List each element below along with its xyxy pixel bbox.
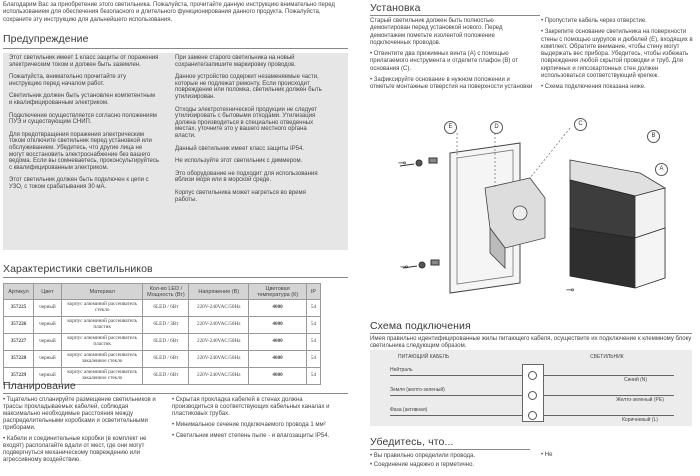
wire-earth-left	[390, 395, 522, 396]
table-row	[4, 317, 321, 334]
column-header: Напряжение (В)	[189, 284, 249, 300]
callout-e: E	[444, 121, 457, 134]
wire-label-neutral: Нейтраль	[390, 367, 413, 373]
warning-title: Предупреждение	[3, 33, 89, 45]
warning-paragraph: Этот светильник должен быть подключен к цепи с УЗО, с током срабатывания 30 мА.	[9, 177, 149, 190]
cell-color: черный	[33, 317, 61, 334]
wire-earth-right	[544, 395, 674, 396]
divider	[3, 393, 348, 394]
table-header-row	[4, 284, 321, 300]
cell-power: 6LED / 6Вт	[143, 351, 189, 368]
warning-paragraph: Данное устройство содержит незаменяемые части, которые не подлежат ремонту. Если происходит повреждение или поломка, светильник должен быть утилизирован.	[175, 74, 322, 100]
wire-phase-right	[544, 415, 674, 416]
warning-paragraph: Корпус светильника может нагреться во время работы.	[175, 189, 306, 203]
table-row	[4, 351, 321, 368]
cell-article: 357229	[4, 368, 34, 385]
cell-article: 357225	[4, 300, 34, 317]
install-step: • Закрепите основание светильника на поверхности стены с помощью шурупов и дюбелей (Е), входящих в комплект. Обратите внимание, чтобы стену могут выдержать вес прибора. Убедитесь, чтобы избежать повреждения любой скрытой проводки и труб. Для кирпичных и гипсокартонных стен должен использоваться соответствующий крепеж.	[541, 29, 693, 80]
cable-hole	[513, 206, 527, 220]
cell-temperature: 4000	[249, 334, 307, 351]
cell-color: черный	[33, 351, 61, 368]
divider	[370, 15, 540, 16]
cell-voltage: 220V-240VAC/50Hz	[189, 300, 249, 317]
wire-phase-left	[390, 415, 522, 416]
check-title: Убедитесь, что...	[370, 436, 454, 448]
check-item: • Соединение надежно и герметично.	[370, 462, 475, 468]
planning-item: • Минимальное сечение подключаемого провода 1 мм²	[172, 422, 326, 428]
wire-neutral-left	[390, 375, 522, 376]
wire-label-phase: Фаза (активная)	[390, 407, 428, 413]
specs-table	[3, 283, 321, 385]
intro-text: Благодарим Вас за приобретение этого светильника. Пожалуйста, прочитайте данную инструкцию внимательно перед использованием для обеспечения безопасного и длительного функционирования данного продукта. Пожалуйста, сохраните эту инструкцию для дальнейшего использования.	[3, 2, 335, 23]
install-right-column	[541, 18, 699, 96]
install-step: • Зафиксируйте основание в нужном положении и отметьте монтажные отверстия на поверхности установки	[370, 77, 533, 91]
install-step: • Отвинтите два прижимных винта (А) с помощью прилагаемого инструмента и отделите плафон (В) от основания (С).	[370, 51, 519, 72]
cell-color: черный	[33, 334, 61, 351]
cell-ip: 54	[306, 351, 320, 368]
cell-temperature: 4000	[249, 300, 307, 317]
wiring-diagram	[370, 350, 692, 426]
cell-ip: 54	[306, 368, 320, 385]
cell-voltage: 220V-240VAC/50Hz	[189, 351, 249, 368]
warning-paragraph: При замене старого светильника на новый сохраните/запишите маркировку проводов.	[175, 55, 296, 68]
install-step: Старый светильник должен быть полностью демонтирован перед установкой нового. Перед демонтажем пометьте изолентой положение подключенных проводов.	[370, 18, 503, 46]
terminal-n	[528, 371, 537, 380]
callout-c: C	[574, 118, 587, 131]
wire-neutral-right	[544, 375, 674, 376]
wire-label-blue: Синий (N)	[624, 377, 648, 383]
planning-right-column	[172, 397, 337, 444]
cell-material: корпус алюминий рассеиватель закаленное стекло	[61, 368, 143, 385]
cell-voltage: 220V-240VAC/50Hz	[189, 317, 249, 334]
cell-voltage: 220V-240VAC/50Hz	[189, 334, 249, 351]
install-step: • Пропустите кабель через отверстие.	[541, 18, 647, 24]
cell-ip: 54	[306, 300, 320, 317]
warning-paragraph: Этот светильник имеет 1 класс защиты от поражения электрическим током и должен быть заземлен.	[9, 55, 159, 68]
cell-power: 6LED / 6Вт	[143, 368, 189, 385]
wire-label-earth: Земля (желто-зеленый)	[390, 387, 445, 393]
divider	[3, 48, 348, 49]
warning-paragraph: Данный светильник имеет класс защиты IP54.	[175, 145, 304, 152]
check-item: • Вы правильно определили провода.	[370, 453, 476, 459]
install-title: Установка	[370, 2, 421, 14]
wiring-description: Имея правильно идентифицированные жилы питающего кабеля, осуществите их подключение к клеммному блоку светильника следующим образом.	[370, 336, 692, 350]
cell-power: 6LED / 6Вт	[143, 334, 189, 351]
callout-b: B	[647, 130, 660, 143]
cell-article: 357226	[4, 317, 34, 334]
table-row	[4, 334, 321, 351]
screws-left	[400, 158, 439, 268]
installation-diagram	[395, 118, 695, 308]
cell-material: корпус алюминий рассеиватель пластик	[61, 334, 143, 351]
supply-cable-header: ПИТАЮЩИЙ КАБЕЛЬ	[398, 354, 450, 360]
cell-color: черный	[33, 368, 61, 385]
wire-label-brown: Коричневый (L)	[622, 417, 658, 423]
warning-paragraph: Светильник должен быть установлен компетентным и квалифицированным электриком.	[9, 93, 155, 106]
planning-item: • Светильник имеет степень пыле - и влагозащиты IP54.	[172, 433, 330, 439]
planning-item: • Скрытая прокладка кабелей в стенах должна производиться в соответствующих кабельных каналах и пластиковых трубах.	[172, 397, 330, 417]
check-list	[370, 452, 535, 470]
column-header: Цвет	[33, 284, 61, 300]
column-header: Артикул	[4, 284, 34, 300]
warning-left-column	[9, 55, 159, 197]
column-header: Материал	[61, 284, 143, 300]
cell-power: 6LED / 6Вт	[143, 300, 189, 317]
warning-box	[3, 53, 348, 250]
callout-d: D	[490, 121, 503, 134]
install-step: • Схема подключения показана ниже.	[541, 84, 646, 91]
cell-article: 357227	[4, 334, 34, 351]
cell-ip: 54	[306, 317, 320, 334]
warning-paragraph: Это оборудование не подходит для использования вблизи моря или в морской среде.	[175, 170, 318, 184]
warning-right-column	[175, 55, 325, 209]
wire-label-yellow-green: Желто-зеленый (PE)	[616, 397, 664, 403]
install-left-column	[370, 18, 533, 96]
warning-paragraph: Отходы электротехнической продукции не следует утилизировать с бытовыми отходами. Утилизация должна производиться в специально отведенных местах, уточните это у вашего местного органа власти.	[175, 106, 317, 139]
column-header: IP	[306, 284, 320, 300]
cell-voltage: 220V-240VAC/50Hz	[189, 368, 249, 385]
table-row	[4, 300, 321, 317]
cell-temperature: 4000	[249, 351, 307, 368]
shade-body-side	[635, 228, 665, 288]
wiring-title: Схема подключения	[370, 320, 471, 332]
warning-paragraph: Не используйте этот светильник с диммером.	[175, 158, 303, 165]
cell-temperature: 4000	[249, 368, 307, 385]
divider	[370, 333, 692, 334]
specs-title: Характеристики светильников	[3, 263, 153, 275]
callout-a: A	[655, 163, 668, 176]
divider	[370, 449, 530, 450]
warning-paragraph: Пожалуйста, внимательно прочитайте эту инструкцию перед началом работ.	[9, 74, 127, 87]
screw-icon: ⊸	[398, 158, 407, 169]
screw-icon: ⊸	[566, 285, 575, 296]
cell-color: черный	[33, 300, 61, 317]
warning-paragraph: Для предотвращения поражения электрическим током отключите светильник перед установкой или обслуживанием. Убедитесь, что другие лица не могут восстановить электроснабжение без вашего ведома. Если вы сомневаетесь, проконсультируйтесь с квалифицированным электриком.	[9, 131, 159, 171]
check-item-cut: • Не	[541, 452, 553, 458]
column-header: Цветовая температура (К)	[249, 284, 307, 300]
cell-article: 357228	[4, 351, 34, 368]
terminal-pe	[528, 391, 537, 400]
column-header: Кол-во LED / Мощность (Вт)	[143, 284, 189, 300]
lamp-header: СВЕТИЛЬНИК	[590, 354, 624, 360]
terminal-l	[528, 411, 537, 420]
divider	[3, 277, 348, 278]
warning-paragraph: Подключение осуществляется согласно положениям ПУЭ и существующим СНИП.	[9, 112, 157, 126]
cell-material: корпус алюминий рассеиватель пластик	[61, 317, 143, 334]
cell-power: 6LED / 3Вт	[143, 317, 189, 334]
planning-title: Планирование	[3, 380, 76, 392]
cell-temperature: 4000	[249, 317, 307, 334]
cell-material: корпус алюминий рассеиватель закаленное стекло	[61, 351, 143, 368]
planning-item: • Кабели и соединительные коробки (в комплект не входят) располагайте вдали от мест, где они могут подвергнуться механическому повреждению или агрессивному воздействию.	[3, 436, 147, 463]
planning-item: • Тщательно спланируйте размещение светильников и трассы прокладываемых кабелей, соблюдая максимально необходимые расстояния между распределительными коробками и осветительными приборами.	[3, 397, 156, 431]
cell-ip: 54	[306, 334, 320, 351]
cell-material: корпус алюминий рассеиватель стекло	[61, 300, 143, 317]
planning-left-column	[3, 397, 163, 468]
screw-icon: ⊸	[400, 262, 409, 273]
